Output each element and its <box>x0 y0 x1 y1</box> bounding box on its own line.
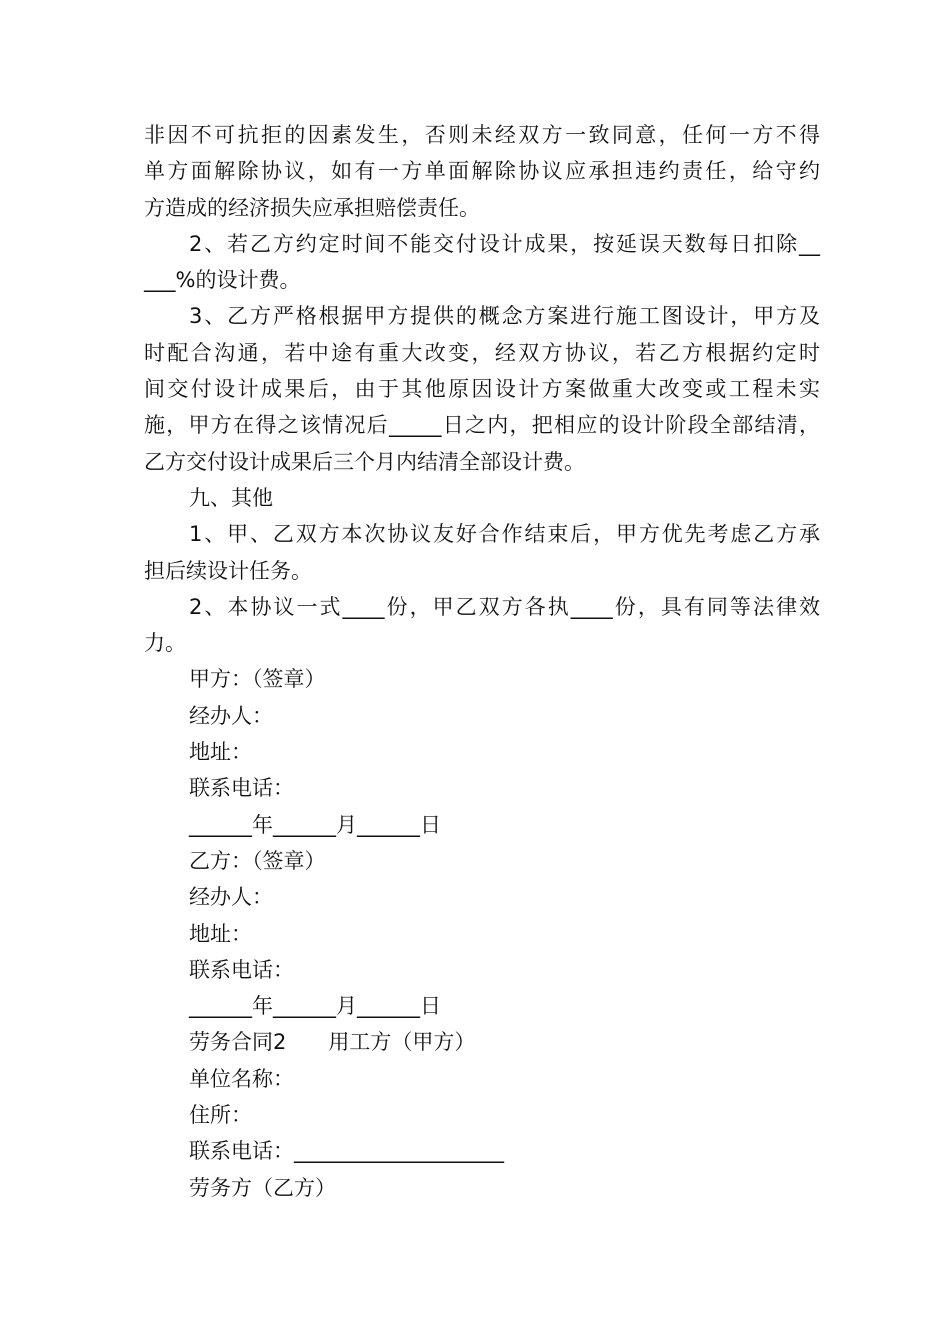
document-line: 甲方：（签章） <box>189 667 326 692</box>
document-line: 乙方交付设计成果后三个月内结清全部设计费。 <box>144 449 585 474</box>
document-line: 联系电话： <box>189 776 294 801</box>
document-line: ___%的设计费。 <box>144 268 301 293</box>
document-line: 时配合沟通，若中途有重大改变，经双方协议，若乙方根据约定时 <box>144 340 820 365</box>
document-line: 地址： <box>189 921 252 946</box>
document-line: 非因不可抗拒的因素发生，否则未经双方一致同意，任何一方不得 <box>144 123 820 147</box>
document-line: 单位名称： <box>189 1066 294 1091</box>
document-line: 施，甲方在得之该情况后_____日之内，把相应的设计阶段全部结清， <box>144 413 820 438</box>
document-line: 3、乙方严格根据甲方提供的概念方案进行施工图设计，甲方及 <box>189 304 820 329</box>
document-line: 九、其他 <box>189 485 273 510</box>
document-line: 间交付设计成果后，由于其他原因设计方案做重大改变或工程未实 <box>144 377 820 402</box>
document-line: 2、若乙方约定时间不能交付设计成果，按延误天数每日扣除__ <box>189 231 820 256</box>
document-line: 经办人： <box>189 703 273 728</box>
document-line: 方造成的经济损失应承担赔偿责任。 <box>144 195 480 220</box>
document-line: 劳务方（乙方） <box>189 1175 336 1200</box>
document-line: 单方面解除协议，如有一方单面解除协议应承担违约责任，给守约 <box>144 159 820 184</box>
document-body <box>144 117 820 1206</box>
document-line: ______年______月______日 <box>189 994 441 1019</box>
document-line: ______年______月______日 <box>189 812 441 837</box>
document-line: 担后续设计任务。 <box>144 558 312 583</box>
document-line: 乙方：（签章） <box>189 848 326 873</box>
document-line: 住所： <box>189 1103 252 1128</box>
document-line: 劳务合同2 用工方（甲方） <box>189 1030 476 1055</box>
document-line: 联系电话： <box>189 957 294 982</box>
document-line: 1、甲、乙双方本次协议友好合作结束后，甲方优先考虑乙方承 <box>189 522 820 547</box>
document-line: 2、本协议一式____份，甲乙双方各执____份，具有同等法律效 <box>189 594 820 619</box>
document-line: 地址： <box>189 740 252 765</box>
document-line: 力。 <box>144 631 186 656</box>
document-line: 联系电话：____________________ <box>189 1139 504 1164</box>
document-line: 经办人： <box>189 885 273 910</box>
